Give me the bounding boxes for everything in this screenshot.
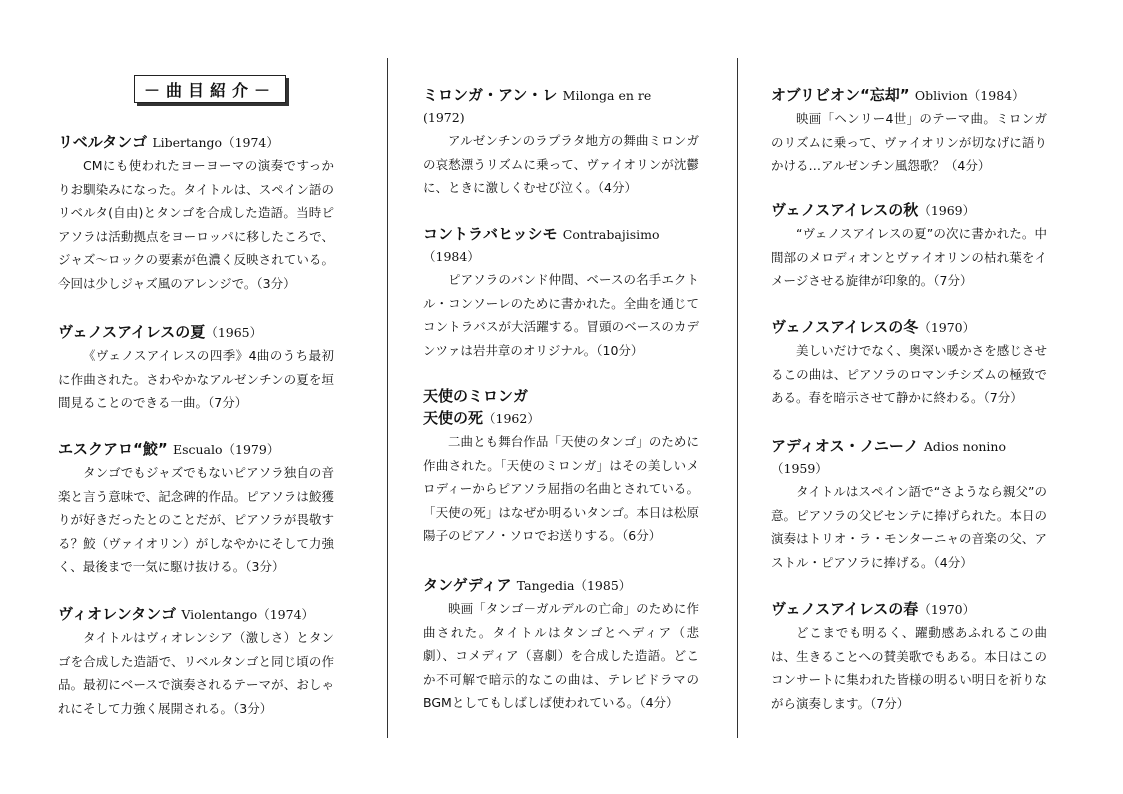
piece-milonga-del-angel [423,385,699,548]
piece-verano [58,321,334,415]
piece-year: (1972) [423,110,465,125]
piece-title: エスクアロ“鮫” Escualo（1979） [58,440,280,458]
piece-description: “ヴェノスアイレスの夏”の次に書かれた。中間部のメロディオンとヴァイオリンの枯れ葉をイメージさせる旋律が印象的。（7分） [771,226,1047,288]
column-divider-2 [737,58,738,738]
piece-title: ヴェノスアイレスの春（1970） [771,600,976,618]
piece-year: （1959） [771,461,828,476]
piece-description: 映画「ヘンリー4世」のテーマ曲。ミロンガのリズムに乗って、ヴァイオリンが切なげに語りかける…アルゼンチン風怨歌？（4分） [771,111,1047,173]
piece-title: ヴェノスアイレスの秋（1969） [771,201,976,219]
piece-title: ヴェノスアイレスの冬（1970） [771,318,976,336]
piece-description: 映画「タンゴ－ガルデルの亡命」のために作曲された。タイトルはタンゴとヘディア（悲劇）、コメディア（喜劇）を合成した造語。どこか不可解で暗示的なこの曲は、テレビドラマのBGMとしてもしばしば使われている。（4分） [423,601,699,710]
piece-description: ピアソラのバンド仲間、ベースの名手エクトル・コンソーレのために書かれた。全曲を通じてコントラバスが大活躍する。冒頭のベースのカデンツァは岩井章のオリジナル。（10分） [423,272,699,358]
piece-oblivion [771,84,1047,178]
piece-title: 天使の死（1962） [423,409,540,427]
piece-description: タイトルはヴィオレンシア（激しさ）とタンゴを合成した造語で、リベルタンゴと同じ頃の作品。最初にベースで演奏されるテーマが、おしゃれにそして力強く展開される。（3分） [58,630,334,716]
piece-description: アルゼンチンのラプラタ地方の舞曲ミロンガの哀愁漂うリズムに乗って、ヴァイオリンが沈鬱に、ときに激しくむせび泣く。（4分） [423,133,699,195]
piece-title: タンゲディア Tangedia（1985） [423,576,632,594]
piece-title: ヴィオレンタンゴ Violentango（1974） [58,605,315,623]
section-header [134,75,286,103]
piece-otono [771,199,1047,293]
piece-description: どこまでも明るく、躍動感あふれるこの曲は、生きることへの賛美歌でもある。本日はこのコンサートに集われた皆様の明るい明日を祈りながら演奏します。（7分） [771,625,1047,711]
piece-title: ヴェノスアイレスの夏（1965） [58,323,263,341]
column-divider-1 [387,58,388,738]
piece-escualo [58,438,334,579]
piece-invierno [771,316,1047,410]
piece-description: CMにも使われたヨーヨーマの演奏ですっかりお馴染みになった。タイトルは、スペイン語のリベルタ(自由)とタンゴを合成した造語。当時ピアソラは活動拠点をヨーロッパに移したころで、ジャズ～ロックの要素が色濃く反映されている。今回は少しジャズ風のアレンジで。（3分） [58,158,334,291]
piece-milonga-en-re [423,84,699,200]
piece-title: ミロンガ・アン・レ Milonga en re [423,86,652,104]
piece-libertango [58,131,334,295]
piece-adios-nonino [771,435,1047,574]
piece-title: アディオス・ノニーノ Adios nonino [771,437,1006,455]
piece-description: 《ヴェノスアイレスの四季》4曲のうち最初に作曲された。さわやかなアルゼンチンの夏を垣間見ることのできる一曲。（7分） [58,348,334,410]
piece-description: タンゴでもジャズでもないピアソラ独自の音楽と言う意味で、記念碑的作品。ピアソラは鮫獲りが好きだったとのことだが、ピアソラが畏敬する？鮫（ヴァイオリン）がしなやかにそして力強く、最後まで一気に駆け抜ける。（3分） [58,465,334,574]
piece-violentango [58,603,334,720]
piece-description: タイトルはスペイン語で“さようなら親父”の意。ピアソラの父ビセンテに捧げられた。本日の演奏はトリオ・ラ・モンターニャの音楽の父、アストル・ピアソラに捧げる。（4分） [771,484,1047,570]
piece-title: 天使のミロンガ [423,387,529,405]
piece-title: コントラバヒッシモ Contrabajisimo [423,225,660,243]
piece-title: リベルタンゴ Libertango（1974） [58,133,279,151]
piece-title: オブリビオン“忘却” Oblivion（1984） [771,86,1025,104]
section-header-label: －曲目紹介－ [143,80,276,100]
piece-description: 美しいだけでなく、奥深い暖かさを感じさせるこの曲は、ピアソラのロマンチシズムの極致である。春を暗示させて静かに終わる。（7分） [771,343,1047,405]
piece-primavera [771,598,1047,715]
piece-description: 二曲とも舞台作品「天使のタンゴ」のために作曲された。「天使のミロンガ」はその美しいメロディーからピアソラ屈指の名曲とされている。「天使の死」はなぜか明るいタンゴ。本日は松原陽子のピアノ・ソロでお送りする。（6分） [423,434,699,543]
piece-year: （1984） [423,249,480,264]
piece-tangedia [423,574,699,715]
piece-contrabajisimo [423,223,699,362]
